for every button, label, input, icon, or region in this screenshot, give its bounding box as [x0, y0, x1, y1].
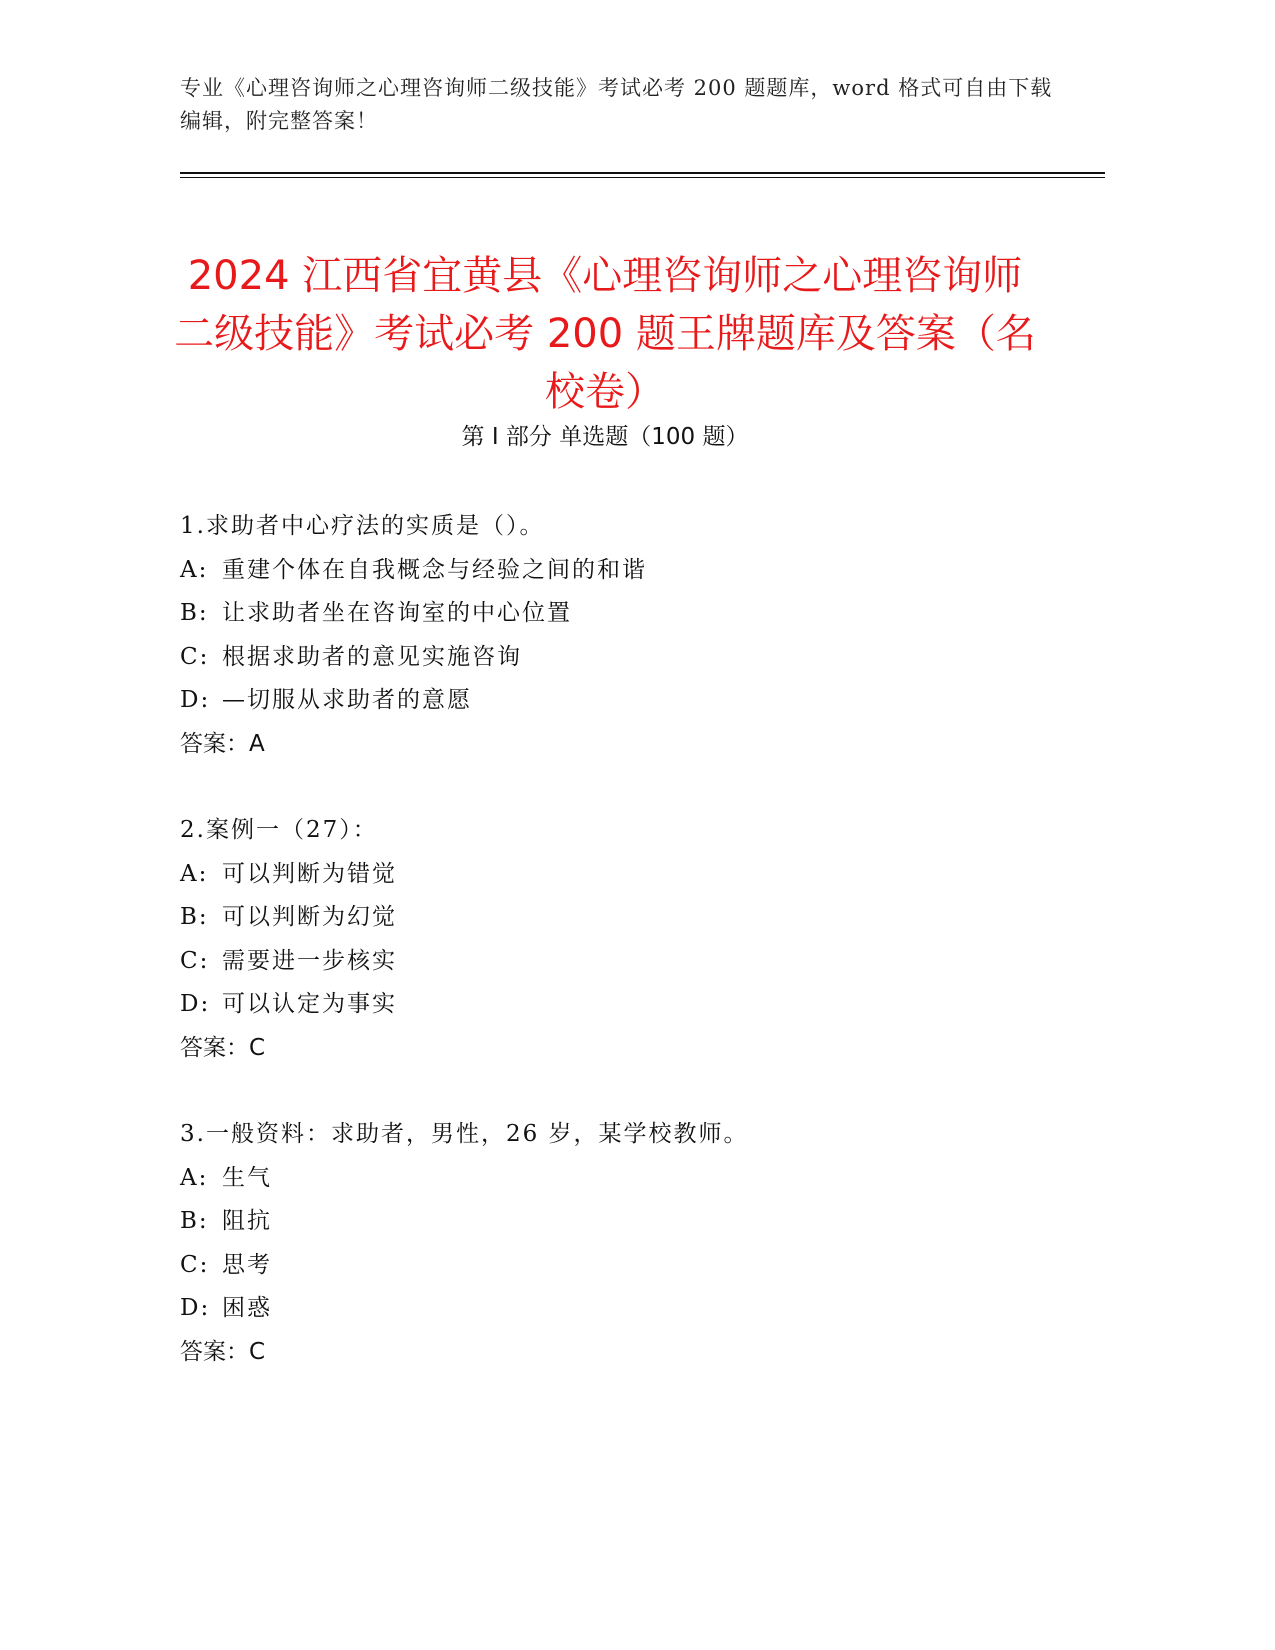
option-key: A: — [180, 1164, 209, 1191]
question-3 — [180, 1113, 1080, 1374]
option-text: 思考 — [222, 1251, 272, 1278]
section-heading: 第 I 部分 单选题（100 题） — [461, 424, 749, 450]
option-key: C: — [180, 643, 210, 670]
question-stem: 3.一般资料：求助者，男性，26 岁，某学校教师。 — [180, 1121, 749, 1147]
option-text: 让求助者坐在咨询室的中心位置 — [222, 600, 572, 626]
answer: 答案：C — [180, 1338, 266, 1365]
option-text: 生气 — [222, 1164, 272, 1191]
option-a — [180, 853, 1080, 897]
question-2 — [180, 809, 1080, 1070]
option-a — [180, 1157, 1080, 1201]
option-text: 根据求助者的意见实施咨询 — [222, 643, 522, 670]
option-text: 困惑 — [222, 1295, 272, 1321]
question-stem: 1.求助者中心疗法的实质是（）。 — [180, 513, 545, 539]
option-c — [180, 636, 1080, 680]
answer: 答案：A — [180, 730, 265, 757]
header-note: 专业《心理咨询师之心理咨询师二级技能》考试必考 200 题题库，word 格式可自由下载编辑，附完整答案！ — [180, 76, 1053, 133]
question-1 — [180, 505, 1080, 766]
option-c — [180, 1244, 1080, 1288]
option-text: 可以判断为幻觉 — [222, 904, 397, 930]
header-divider-thick — [180, 172, 1105, 174]
option-key: D: — [180, 1295, 211, 1321]
answer: 答案：C — [180, 1034, 266, 1061]
option-d — [180, 1287, 1080, 1331]
option-text: —切服从求助者的意愿 — [222, 687, 472, 713]
option-d — [180, 679, 1080, 723]
option-d — [180, 983, 1080, 1027]
option-a — [180, 549, 1080, 593]
option-key: A: — [180, 556, 209, 583]
option-b — [180, 592, 1080, 636]
option-text: 重建个体在自我概念与经验之间的和谐 — [222, 556, 647, 583]
option-key: B: — [180, 1208, 209, 1234]
option-key: C: — [180, 1251, 210, 1278]
option-key: A: — [180, 860, 209, 887]
question-stem: 2.案例一（27）： — [180, 817, 378, 843]
option-key: B: — [180, 600, 209, 626]
option-key: C: — [180, 947, 210, 974]
option-text: 需要进一步核实 — [222, 947, 397, 974]
option-b — [180, 1200, 1080, 1244]
question-list — [180, 505, 1080, 1417]
option-key: D: — [180, 687, 211, 713]
option-text: 阻抗 — [222, 1208, 272, 1234]
header-divider-thin — [180, 177, 1105, 178]
document-title: 2024 江西省宜黄县《心理咨询师之心理咨询师二级技能》考试必考 200 题王牌题库及答案（名校卷） — [174, 252, 1036, 415]
option-c — [180, 940, 1080, 984]
option-text: 可以判断为错觉 — [222, 860, 397, 887]
option-key: B: — [180, 904, 209, 930]
option-b — [180, 896, 1080, 940]
option-text: 可以认定为事实 — [222, 991, 397, 1017]
option-key: D: — [180, 991, 211, 1017]
